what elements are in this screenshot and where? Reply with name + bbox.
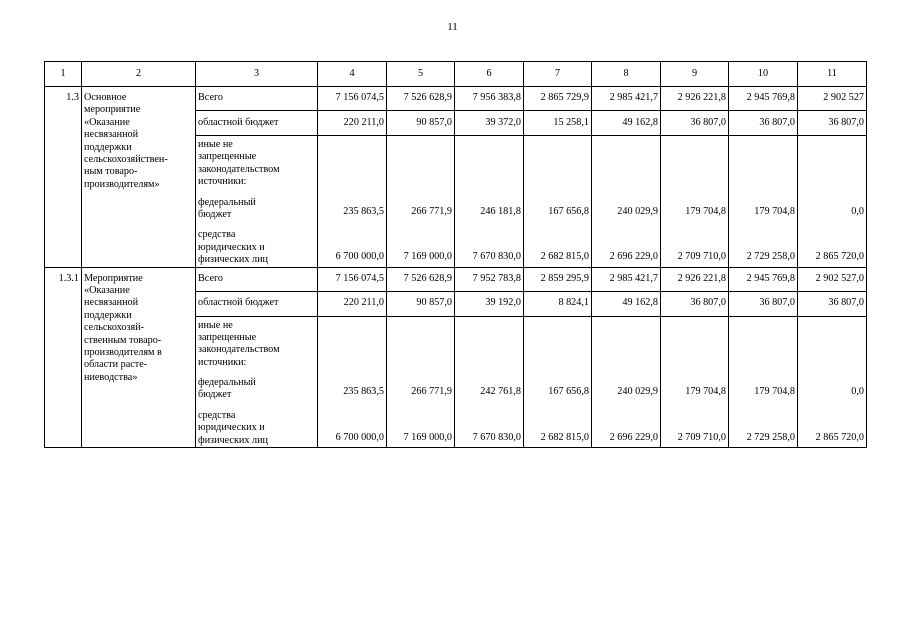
total-value: 2 926 221,8 (661, 87, 729, 111)
regional-value: 220 211,0 (318, 291, 387, 316)
total-value: 2 985 421,7 (592, 87, 661, 111)
legal-entities-value: 6 700 000,0 (335, 431, 384, 443)
measure-name-line: сельскохозяйствен- (84, 154, 168, 166)
legal-entities-value: 2 865 720,0 (815, 251, 864, 263)
column-header-2: 2 (82, 62, 196, 87)
source-label-total: Всего (196, 267, 318, 291)
regional-value: 90 857,0 (387, 291, 455, 316)
federal-value: 167 656,8 (548, 386, 589, 398)
other-sources-cell (196, 316, 318, 448)
measure-name (82, 87, 196, 268)
legal-entities-value: 2 682 815,0 (540, 251, 589, 263)
federal-value: 235 863,5 (343, 386, 384, 398)
legal-entities-label: физических лиц (198, 434, 268, 446)
regional-value: 90 857,0 (387, 111, 455, 136)
regional-value: 36 807,0 (661, 111, 729, 136)
total-value: 7 156 074,5 (318, 267, 387, 291)
other-sources-cell (196, 136, 318, 268)
regional-value: 36 807,0 (729, 111, 798, 136)
source-label-regional: областной бюджет (196, 291, 318, 316)
other-sources-values (455, 136, 524, 268)
regional-value: 8 824,1 (524, 291, 592, 316)
source-label-total: Всего (196, 87, 318, 111)
legal-entities-value: 7 169 000,0 (403, 251, 452, 263)
other-sources-label: законодательством (198, 163, 280, 175)
federal-value: 179 704,8 (754, 205, 795, 217)
column-header-6: 6 (455, 62, 524, 87)
total-row (45, 267, 867, 291)
header-row (45, 62, 867, 87)
regional-value: 36 807,0 (661, 291, 729, 316)
federal-value: 242 761,8 (480, 386, 521, 398)
federal-value: 0,0 (851, 205, 864, 217)
federal-value: 235 863,5 (343, 205, 384, 217)
total-value: 7 956 383,8 (455, 87, 524, 111)
other-sources-label: иные не (198, 319, 233, 331)
total-value: 2 865 729,9 (524, 87, 592, 111)
total-value: 2 902 527,0 (798, 267, 867, 291)
federal-value: 0,0 (851, 386, 864, 398)
federal-budget-label: бюджет (198, 208, 232, 220)
federal-value: 266 771,9 (411, 205, 452, 217)
row-code: 1.3 (45, 87, 82, 268)
measure-name-line: «Оказание (84, 116, 130, 128)
row-code: 1.3.1 (45, 267, 82, 448)
regional-value: 39 372,0 (455, 111, 524, 136)
total-value: 2 859 295,9 (524, 267, 592, 291)
federal-budget-label: федеральный (198, 377, 256, 389)
total-value: 2 985 421,7 (592, 267, 661, 291)
regional-value: 220 211,0 (318, 111, 387, 136)
federal-value: 240 029,9 (617, 386, 658, 398)
source-label-regional: областной бюджет (196, 111, 318, 136)
total-value: 7 156 074,5 (318, 87, 387, 111)
other-sources-label: источники: (198, 356, 247, 368)
regional-value: 49 162,8 (592, 291, 661, 316)
measure-name-line: поддержки (84, 309, 132, 321)
other-sources-values (455, 316, 524, 448)
other-sources-values (729, 316, 798, 448)
measure-name-line: производителям в (84, 346, 162, 358)
legal-entities-label: средства (198, 229, 236, 241)
other-sources-label: законодательством (198, 344, 280, 356)
measure-name-line: «Оказание (84, 284, 130, 296)
regional-value: 49 162,8 (592, 111, 661, 136)
other-sources-label: запрещенные (198, 331, 257, 343)
other-sources-values (798, 316, 867, 448)
federal-value: 266 771,9 (411, 386, 452, 398)
regional-value: 36 807,0 (798, 111, 867, 136)
legal-entities-value: 2 865 720,0 (815, 431, 864, 443)
other-sources-values (729, 136, 798, 268)
federal-value: 240 029,9 (617, 205, 658, 217)
other-sources-label: запрещенные (198, 151, 257, 163)
federal-value: 167 656,8 (548, 205, 589, 217)
measure-name-line: ственным товаро- (84, 334, 162, 346)
legal-entities-label: физических лиц (198, 254, 268, 266)
column-header-11: 11 (798, 62, 867, 87)
legal-entities-value: 2 709 710,0 (677, 431, 726, 443)
federal-value: 179 704,8 (685, 205, 726, 217)
other-sources-values (387, 136, 455, 268)
measure-name-line: сельскохозяй- (84, 322, 145, 334)
federal-budget-label: федеральный (198, 196, 256, 208)
column-header-4: 4 (318, 62, 387, 87)
legal-entities-label: средства (198, 409, 236, 421)
total-value: 2 945 769,8 (729, 87, 798, 111)
total-value: 2 945 769,8 (729, 267, 798, 291)
other-sources-label: иные не (198, 139, 233, 150)
other-sources-values (318, 316, 387, 448)
measure-name-line: несвязанной (84, 297, 139, 309)
column-header-8: 8 (592, 62, 661, 87)
column-header-1: 1 (45, 62, 82, 87)
other-sources-values (592, 136, 661, 268)
measure-name-line: поддержки (84, 141, 132, 153)
federal-budget-label: бюджет (198, 389, 232, 401)
legal-entities-label: юридических и (198, 241, 265, 253)
federal-value: 179 704,8 (754, 386, 795, 398)
measure-name-line: производителям» (84, 178, 160, 190)
legal-entities-value: 7 670 830,0 (472, 431, 521, 443)
legal-entities-value: 2 696 229,0 (609, 431, 658, 443)
regional-value: 15 258,1 (524, 111, 592, 136)
column-header-3: 3 (196, 62, 318, 87)
measure-name-line: ным товаро- (84, 166, 138, 178)
measure-name-line: области расте- (84, 359, 148, 371)
legal-entities-value: 2 682 815,0 (540, 431, 589, 443)
page-number: 11 (447, 21, 458, 33)
regional-value: 36 807,0 (729, 291, 798, 316)
legal-entities-value: 7 169 000,0 (403, 431, 452, 443)
measure-name-line: Мероприятие (84, 272, 143, 284)
other-sources-values (318, 136, 387, 268)
legal-entities-label: юридических и (198, 422, 265, 434)
column-header-9: 9 (661, 62, 729, 87)
legal-entities-value: 2 696 229,0 (609, 251, 658, 263)
measure-name (82, 267, 196, 448)
other-sources-values (798, 136, 867, 268)
other-sources-values (661, 316, 729, 448)
measure-name-line: несвязанной (84, 129, 139, 141)
measure-name-line: ниеводства» (84, 371, 138, 383)
total-value: 7 526 628,9 (387, 267, 455, 291)
other-sources-values (387, 316, 455, 448)
legal-entities-value: 2 729 258,0 (746, 251, 795, 263)
legal-entities-value: 6 700 000,0 (335, 251, 384, 263)
regional-value: 39 192,0 (455, 291, 524, 316)
measure-name-line: мероприятие (84, 104, 141, 116)
other-sources-values (524, 316, 592, 448)
legal-entities-value: 7 670 830,0 (472, 251, 521, 263)
regional-value: 36 807,0 (798, 291, 867, 316)
total-value: 2 902 527 (798, 87, 867, 111)
legal-entities-value: 2 729 258,0 (746, 431, 795, 443)
other-sources-label: источники: (198, 176, 247, 188)
total-value: 7 952 783,8 (455, 267, 524, 291)
other-sources-values (592, 316, 661, 448)
column-header-10: 10 (729, 62, 798, 87)
other-sources-values (524, 136, 592, 268)
total-value: 7 526 628,9 (387, 87, 455, 111)
federal-value: 246 181,8 (480, 205, 521, 217)
budget-table (44, 61, 867, 448)
column-header-7: 7 (524, 62, 592, 87)
total-row (45, 87, 867, 111)
other-sources-values (661, 136, 729, 268)
legal-entities-value: 2 709 710,0 (677, 251, 726, 263)
measure-name-line: Основное (84, 92, 127, 103)
column-header-5: 5 (387, 62, 455, 87)
total-value: 2 926 221,8 (661, 267, 729, 291)
federal-value: 179 704,8 (685, 386, 726, 398)
